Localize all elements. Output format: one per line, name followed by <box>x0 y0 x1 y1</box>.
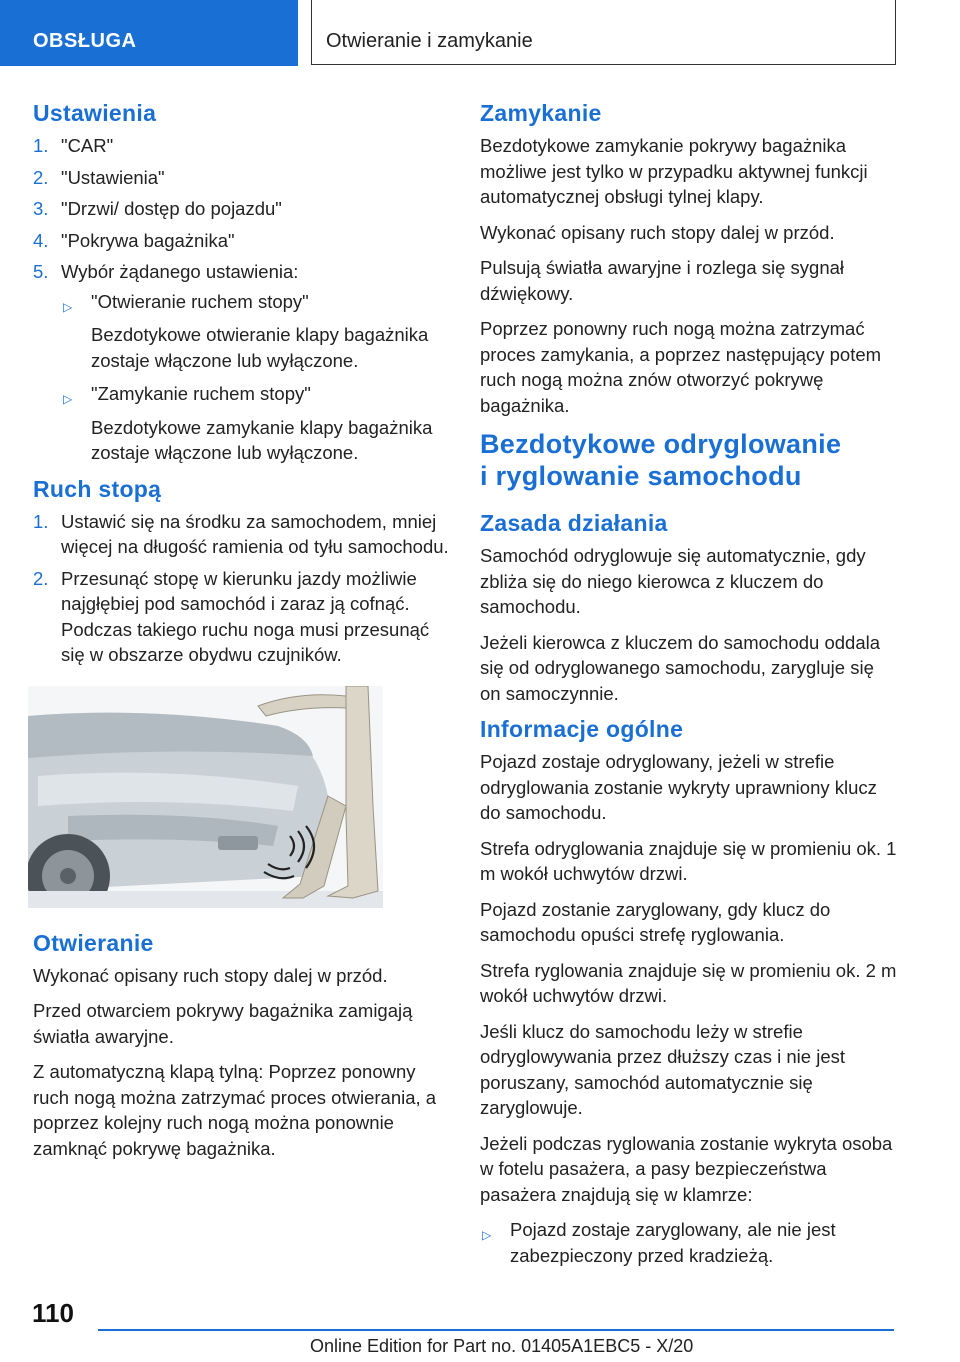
opening-paragraph: Wykonać opisany ruch stopy dalej w przód. <box>33 964 388 986</box>
list-item <box>61 381 451 466</box>
footer-divider <box>98 1329 894 1331</box>
option-label: "Otwieranie ruchem stopy" <box>91 290 309 312</box>
step-text: "CAR" <box>61 135 114 156</box>
triangle-bullet-icon: ▷ <box>482 1228 492 1242</box>
step-number: 5. <box>33 261 49 282</box>
list-item <box>33 196 451 222</box>
step-number: 1. <box>33 510 49 532</box>
closing-paragraph: Poprzez ponowny ruch nogą można zatrzymać proces zamykania, a poprzez następujący potem ruch nogą można znów otworzyć pokrywę bagażnika. <box>480 318 882 416</box>
list-item <box>61 289 451 374</box>
principle-heading: Zasada działania <box>480 510 668 536</box>
closing-paragraph: Bezdotykowe zamykanie pokrywy bagażnika możliwe jest tylko w przypadku aktywnej funkcji automatycznej obsługi tylnej klapy. <box>480 135 868 207</box>
bullet-text: Pojazd zostaje zaryglowany, ale nie jest zabezpieczony przed kradzieżą. <box>510 1219 836 1266</box>
foot-motion-steps <box>33 509 451 668</box>
settings-options <box>61 289 451 466</box>
chapter-tab <box>311 0 896 65</box>
opening-heading: Otwieranie <box>33 929 154 956</box>
general-paragraph: Pojazd zostaje odryglowany, jeżeli w strefie odryglowania zostanie wykryty uprawniony klucz do samochodu. <box>480 751 877 823</box>
option-description: Bezdotykowe zamykanie klapy bagażnika zostaje włączone lub wyłączone. <box>91 416 433 463</box>
left-column <box>33 100 451 1171</box>
closing-paragraph: Wykonać opisany ruch stopy dalej w przód. <box>480 221 835 243</box>
general-paragraph: Strefa odryglowania znajduje się w promieniu ok. 1 m wokół uchwytów drzwi. <box>480 837 897 884</box>
opening-paragraph: Z automatyczną klapą tylną: Poprzez ponowny ruch nogą można zatrzymać proces otwierania, a poprzez kolejny ruch nogą można ponownie zamknąć pokrywę bagażnika. <box>33 1061 437 1159</box>
step-text: Ustawić się na środku za samochodem, mniej więcej na długość ramienia od tyłu samochodu. <box>61 510 449 557</box>
settings-heading: Ustawienia <box>33 100 157 126</box>
step-number: 4. <box>33 229 49 251</box>
kick-sensor-illustration <box>28 686 383 908</box>
step-number: 3. <box>33 198 49 219</box>
list-item <box>33 259 451 466</box>
page-number: 110 <box>32 1298 74 1328</box>
settings-steps <box>33 133 451 466</box>
general-paragraph: Jeśli klucz do samochodu leży w strefie odryglowywania przez dłuższy czas i nie jest poruszany, samochód automatycznie się zaryglowuje. <box>480 1020 846 1118</box>
triangle-bullet-icon: ▷ <box>63 299 73 314</box>
step-text: Przesunąć stopę w kierunku jazdy możliwie najgłębiej pod samochód i zaraz ją cofnąć. Podczas takiego ruchu noga musi przesunąć się w obszarze obydwu czujników. <box>61 567 430 665</box>
general-paragraph: Jeżeli podczas ryglowania zostanie wykryta osoba w fotelu pasażera, a pasy bezpieczeństwa pasażera znajdują się w klamrze: <box>480 1132 893 1205</box>
general-info-heading: Informacje ogólne <box>480 716 684 742</box>
car-rear-illustration <box>28 686 383 908</box>
closing-paragraph: Pulsują światła awaryjne i rozlega się sygnał dźwiękowy. <box>480 257 845 304</box>
option-label: "Zamykanie ruchem stopy" <box>91 383 311 404</box>
general-bullets <box>480 1217 898 1268</box>
triangle-bullet-icon: ▷ <box>63 392 73 406</box>
step-text: "Pokrywa bagażnika" <box>61 229 235 251</box>
general-paragraph: Strefa ryglowania znajduje się w promieniu ok. 2 m wokół uchwytów drzwi. <box>480 959 897 1006</box>
list-item <box>33 509 451 560</box>
list-item <box>33 133 451 159</box>
step-number: 2. <box>33 567 49 589</box>
section-tab <box>0 0 298 66</box>
step-text: "Ustawienia" <box>61 166 165 188</box>
list-item <box>33 566 451 668</box>
foot-motion-heading: Ruch stopą <box>33 475 162 502</box>
step-number: 1. <box>33 135 49 156</box>
right-column <box>480 100 898 1276</box>
keyless-heading <box>480 428 898 492</box>
opening-paragraph: Przed otwarciem pokrywy bagażnika zamigają światła awaryjne. <box>33 1000 413 1047</box>
option-description: Bezdotykowe otwieranie klapy bagażnika zostaje włączone lub wyłączone. <box>91 324 429 371</box>
principle-paragraph: Jeżeli kierowca z kluczem do samochodu oddala się od odryglowanego samochodu, zarygluje się on samoczynnie. <box>480 631 881 704</box>
list-item <box>33 165 451 191</box>
closing-heading: Zamykanie <box>480 100 602 126</box>
list-item <box>480 1217 898 1268</box>
principle-paragraph: Samochód odryglowuje się automatycznie, gdy zbliża się do niego kierowca z kluczem do samochodu. <box>480 545 866 617</box>
keyless-heading-line2: i ryglowanie samochodu <box>480 461 802 491</box>
step-text: Wybór żądanego ustawienia: <box>61 261 299 282</box>
edition-note: Online Edition for Part no. 01405A1EBC5 - X/20 <box>310 1336 694 1356</box>
step-text: "Drzwi/ dostęp do pojazdu" <box>61 198 282 219</box>
section-label: OBSŁUGA <box>33 30 137 52</box>
general-paragraph: Pojazd zostanie zaryglowany, gdy klucz do samochodu opuści strefę ryglowania. <box>480 898 831 945</box>
list-item <box>33 228 451 254</box>
chapter-label: Otwieranie i zamykanie <box>326 30 533 52</box>
keyless-heading-line1: Bezdotykowe odryglowanie <box>480 429 842 459</box>
step-number: 2. <box>33 166 49 188</box>
